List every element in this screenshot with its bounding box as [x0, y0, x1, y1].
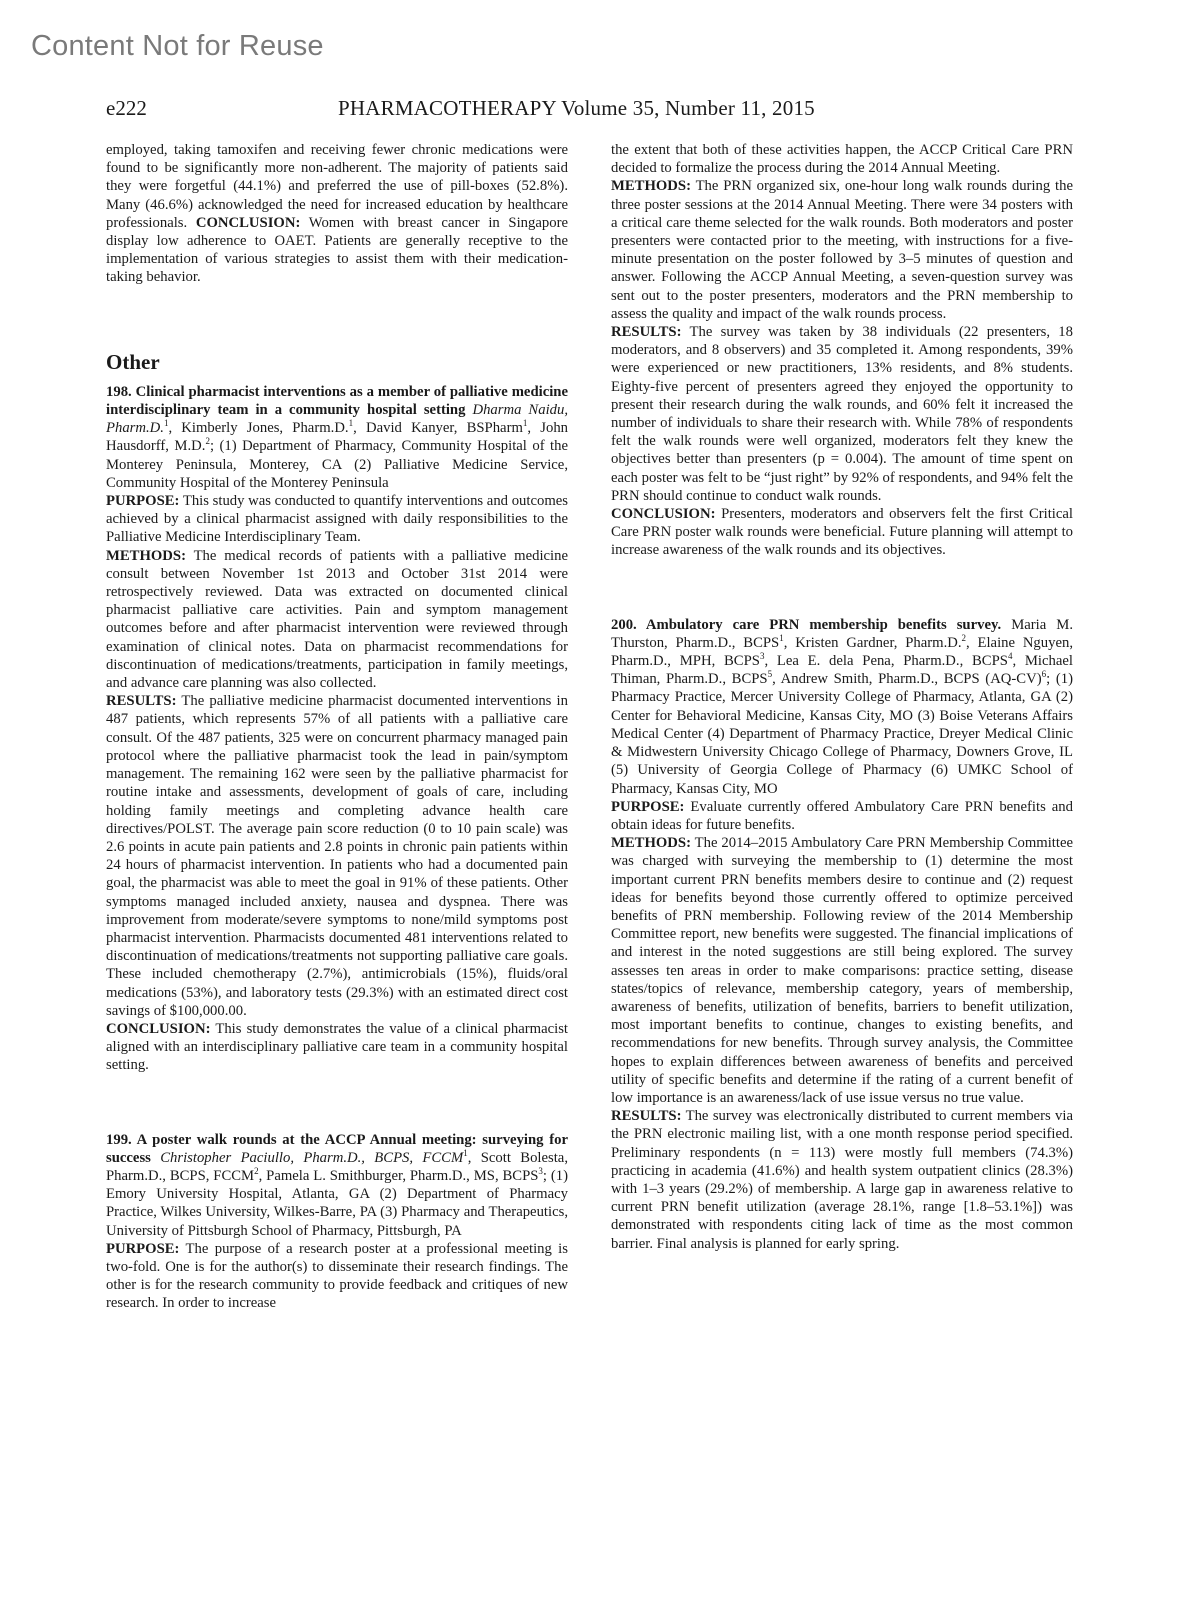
purpose-label: PURPOSE: [106, 1240, 180, 1257]
results-text: The survey was electronically distributed to current members via the PRN electronic mailing list, with a one month response period specified. Preliminary respondents (n = 113) were mostly full members (74.3%) practicing in academia (41.6%) and health system outpatient clinics (28.3%) with 1–3 years (29.2%) of membership. A large gap in awareness relative to current PRN benefit utilization (average 28.1%, range [1.8–53.1%]) was demonstrated with respondents citing lack of time as the most common barrier. Final analysis is planned for early spring. [611, 1108, 1073, 1252]
abstract-heading [106, 383, 568, 492]
affiliation-mark: 2 [205, 436, 210, 447]
affiliation-mark: 1 [463, 1147, 468, 1158]
conclusion-text: Presenters, moderators and observers felt the first Critical Care PRN poster walk rounds were beneficial. Future planning will attempt to increase awareness of the walk rounds and its objectives. [611, 506, 1073, 559]
purpose-paragraph [106, 492, 568, 547]
abstract-title: 198. Clinical pharmacist interventions as a member of palliative medicine interdisciplinary team in a community hospital setting [106, 383, 568, 419]
methods-text: The medical records of patients with a palliative medicine consult between November 1st 2013 and October 31st 2014 were retrospectively reviewed. Data was extracted on documented clinical pharmacist palliative care activities. Pain and symptom management outcomes before and after pharmacist intervention were reviewed through examination of clinical notes. Data on pharmacist recommendations for discontinuation of medications/treatments, participation in family meetings, and advance care planning was also collected. [106, 547, 568, 692]
affiliation-mark: 3 [538, 1166, 543, 1177]
conclusion-label: CONCLUSION: [611, 506, 716, 523]
results-text: The survey was taken by 38 individuals (22 presenters, 18 moderators, and 8 observers) and 35 completed it. Among respondents, 39% were experienced or new practitioners, 13% residents, and 8% students. Eighty-five percent of presenters agreed they enjoyed the opportunity to present their research during the walk rounds, and 60% felt it increased the number of individuals to share their research with. While 78% of respondents felt the walk rounds were well organized, moderators felt they knew the objectives better than presenters (p = 0.004). The amount of time spent on each poster was felt to be “just right” by 92% of respondents, and 94% felt the PRN should continue to conduct walk rounds. [611, 324, 1073, 504]
affiliation-mark: 1 [163, 418, 169, 429]
affiliation-mark: 2 [254, 1166, 259, 1177]
first-author: Dharma Naidu, Pharm.D. [106, 402, 569, 437]
abstract-title: 199. A poster walk rounds at the ACCP Annual meeting: surveying for success [106, 1131, 568, 1166]
author: , Kristen Gardner, Pharm.D. [783, 634, 962, 651]
abstract-title: 200. Ambulatory care PRN membership benefits survey. [611, 616, 1002, 633]
author: , Scott Bolesta, Pharm.D., BCPS, FCCM [106, 1149, 569, 1184]
conclusion-paragraph [106, 1020, 568, 1075]
affiliation-mark: 1 [779, 632, 784, 643]
conclusion-paragraph [611, 505, 1073, 560]
results-paragraph [611, 323, 1073, 505]
abstract-200 [611, 616, 1073, 1253]
abstract-heading [611, 616, 1073, 798]
continued-text: employed, taking tamoxifen and receiving fewer chronic medications were found to be significantly more non-adherent. The majority of patients said they were forgetful (44.1%) and preferred the use of pill-boxes (52.8%). Many (46.6%) acknowledged the need for increased education by healthcare professionals. [106, 142, 568, 231]
affiliations: ; (1) Emory University Hospital, Atlanta, GA (2) Department of Pharmacy Practice, Wilkes University, Wilkes-Barre, PA (3) Pharmacy and Therapeutics, University of Pittsburgh School of Pharmacy, Pittsburgh, PA [106, 1167, 568, 1239]
methods-text: The 2014–2015 Ambulatory Care PRN Membership Committee was charged with surveying the membership to (1) determine the most important current PRN benefits members desire to continue and (2) request ideas for benefits beyond those currently offered to optimize perceived benefits of PRN membership. Following review of the 2014 Membership Committee report, new benefits were suggested. The financial implications of and interest in the noted suggestions are still being explored. The survey assesses ten areas in order to make comparisons: practice setting, disease states/topics of relevance, membership category, years of membership, awareness of benefits, utilization of benefits, barriers to benefit utilization, most important benefits to continue, changes to existing benefits, and recommendations for new benefits. Through survey analysis, the Committee hopes to explain differences between awareness of benefits and perceived utility of specific benefits and determine if the rating of a current benefit of low importance is an awareness/lack of use issue versus no true value. [611, 835, 1073, 1106]
author: , Michael Thiman, Pharm.D., BCPS [611, 653, 1073, 688]
affiliations: ; (1) Department of Pharmacy, Community Hospital of the Monterey Peninsula, Monterey, CA (2) Palliative Medicine Service, Community Hospital of the Monterey Peninsula [106, 438, 568, 491]
abstract-heading [106, 1131, 568, 1240]
affiliation-mark: 1 [348, 418, 354, 429]
purpose-text: Evaluate currently offered Ambulatory Care PRN benefits and obtain ideas for future benefits. [611, 798, 1073, 833]
affiliation-mark: 3 [759, 651, 765, 662]
author: , Kimberly Jones, Pharm.D. [168, 420, 349, 437]
purpose-label: PURPOSE: [611, 798, 685, 815]
affiliations: ; (1) Pharmacy Practice, Mercer University College of Pharmacy, Atlanta, GA (2) Center for Behavioral Medicine, Kansas City, MO (3) Boise Veterans Affairs Medical Center (4) Department of Pharmacy Practice, Dreyer Medical Clinic & Midwestern University Chicago College of Pharmacy, Downers Grove, IL (5) University of Georgia College of Pharmacy (6) UMKC School of Pharmacy, Kansas City, MO [611, 671, 1073, 797]
conclusion-text: This study demonstrates the value of a clinical pharmacist aligned with an interdisciplinary palliative care team in a community hospital setting. [106, 1020, 568, 1074]
purpose-text: The purpose of a research poster at a professional meeting is two-fold. One is for the author(s) to disseminate their research findings. The other is for the research community to provide feedback and critiques of new research. In order to increase [106, 1240, 568, 1312]
conclusion-text: Women with breast cancer in Singapore display low adherence to OAET. Patients are generally receptive to the implementation of various strategies to assist them with their medication-taking behavior. [106, 214, 568, 286]
right-column [611, 141, 1073, 1253]
affiliation-mark: 4 [1007, 651, 1013, 662]
results-paragraph [611, 1107, 1073, 1253]
left-column [106, 141, 568, 1313]
author: , John Hausdorff, M.D. [106, 420, 569, 455]
continued-text: the extent that both of these activities happen, the ACCP Critical Care PRN decided to formalize the process during the 2014 Annual Meeting. [611, 142, 1073, 177]
methods-label: METHODS: [611, 835, 691, 852]
author: Maria M. Thurston, Pharm.D., BCPS [611, 616, 1073, 651]
results-label: RESULTS: [611, 324, 682, 341]
methods-label: METHODS: [106, 547, 186, 564]
conclusion-label: CONCLUSION: [195, 214, 301, 231]
watermark: Content Not for Reuse [31, 30, 324, 62]
continued-abstract [106, 141, 568, 287]
section-title: Other [106, 349, 160, 374]
results-paragraph [106, 692, 568, 1020]
abstract-199 [106, 1131, 568, 1313]
first-author: Christopher Paciullo, Pharm.D., BCPS, FCCM [160, 1149, 464, 1166]
affiliation-mark: 1 [522, 418, 528, 429]
author: , Pamela L. Smithburger, Pharm.D., MS, BCPS [258, 1167, 539, 1184]
methods-text: The PRN organized six, one-hour long walk rounds during the three poster sessions at the 2014 Annual Meeting. There were 34 posters with a critical care theme selected for the walk rounds. Both moderators and poster presenters were contacted prior to the meeting, with instructions for a five-minute presentation on the poster followed by 3–5 minutes of question and answer. Following the ACCP Annual Meeting, a seven-question survey was sent out to the poster presenters, moderators and the PRN membership to assess the quality and impact of the walk rounds process. [611, 178, 1073, 322]
author: , Elaine Nguyen, Pharm.D., MPH, BCPS [611, 634, 1073, 670]
affiliation-mark: 5 [767, 669, 773, 680]
methods-paragraph [106, 547, 568, 693]
abstract-198 [106, 383, 568, 1075]
author: , Lea E. dela Pena, Pharm.D., BCPS [764, 653, 1008, 670]
conclusion-label: CONCLUSION: [106, 1020, 211, 1037]
methods-paragraph [611, 177, 1073, 323]
results-label: RESULTS: [106, 693, 177, 710]
running-header: PHARMACOTHERAPY Volume 35, Number 11, 2015 [338, 96, 815, 120]
affiliation-mark: 2 [961, 632, 967, 643]
methods-paragraph [611, 834, 1073, 1107]
methods-label: METHODS: [611, 178, 691, 195]
results-text: The palliative medicine pharmacist documented interventions in 487 patients, which represents 57% of all patients with a palliative care consult. Of the 487 patients, 325 were on concurrent pharmacy managed pain protocol where the palliative pharmacist took the lead in pain/symptom management. The remaining 162 were seen by the palliative pharmacist for routine intake and assessments, development of goals of care, including holding family meetings and completing advance health care directives/POLST. The average pain score reduction (0 to 10 pain scale) was 2.6 points in acute pain patients and 2.8 points in chronic pain patients within 24 hours of pharmacist intervention. In patients who had a documented pain goal, the pharmacist was able to meet the goal in 91% of these patients. Other symptoms managed included anxiety, nausea and dyspnea. There was improvement from moderate/severe symptoms to none/mild symptoms post pharmacist intervention. Pharmacists documented 481 interventions related to discontinuation of medications/treatments not supporting palliative care goals. These included chemotherapy (2.7%), antimicrobials (15%), fluids/oral medications (53%), and laboratory tests (29.3%) with an estimated direct cost savings of $100,000.00. [106, 693, 568, 1019]
author: , David Kanyer, BSPharm [353, 420, 523, 437]
results-label: RESULTS: [611, 1108, 682, 1125]
purpose-paragraph [106, 1240, 568, 1313]
affiliation-mark: 6 [1041, 669, 1047, 680]
author: , Andrew Smith, Pharm.D., BCPS (AQ-CV) [772, 671, 1042, 688]
page-number: e222 [106, 96, 147, 120]
purpose-label: PURPOSE: [106, 493, 180, 510]
purpose-text: This study was conducted to quantify interventions and outcomes achieved by a clinical pharmacist assigned with daily responsibilities to the Palliative Medicine Interdisciplinary Team. [106, 493, 568, 546]
purpose-paragraph [611, 798, 1073, 834]
